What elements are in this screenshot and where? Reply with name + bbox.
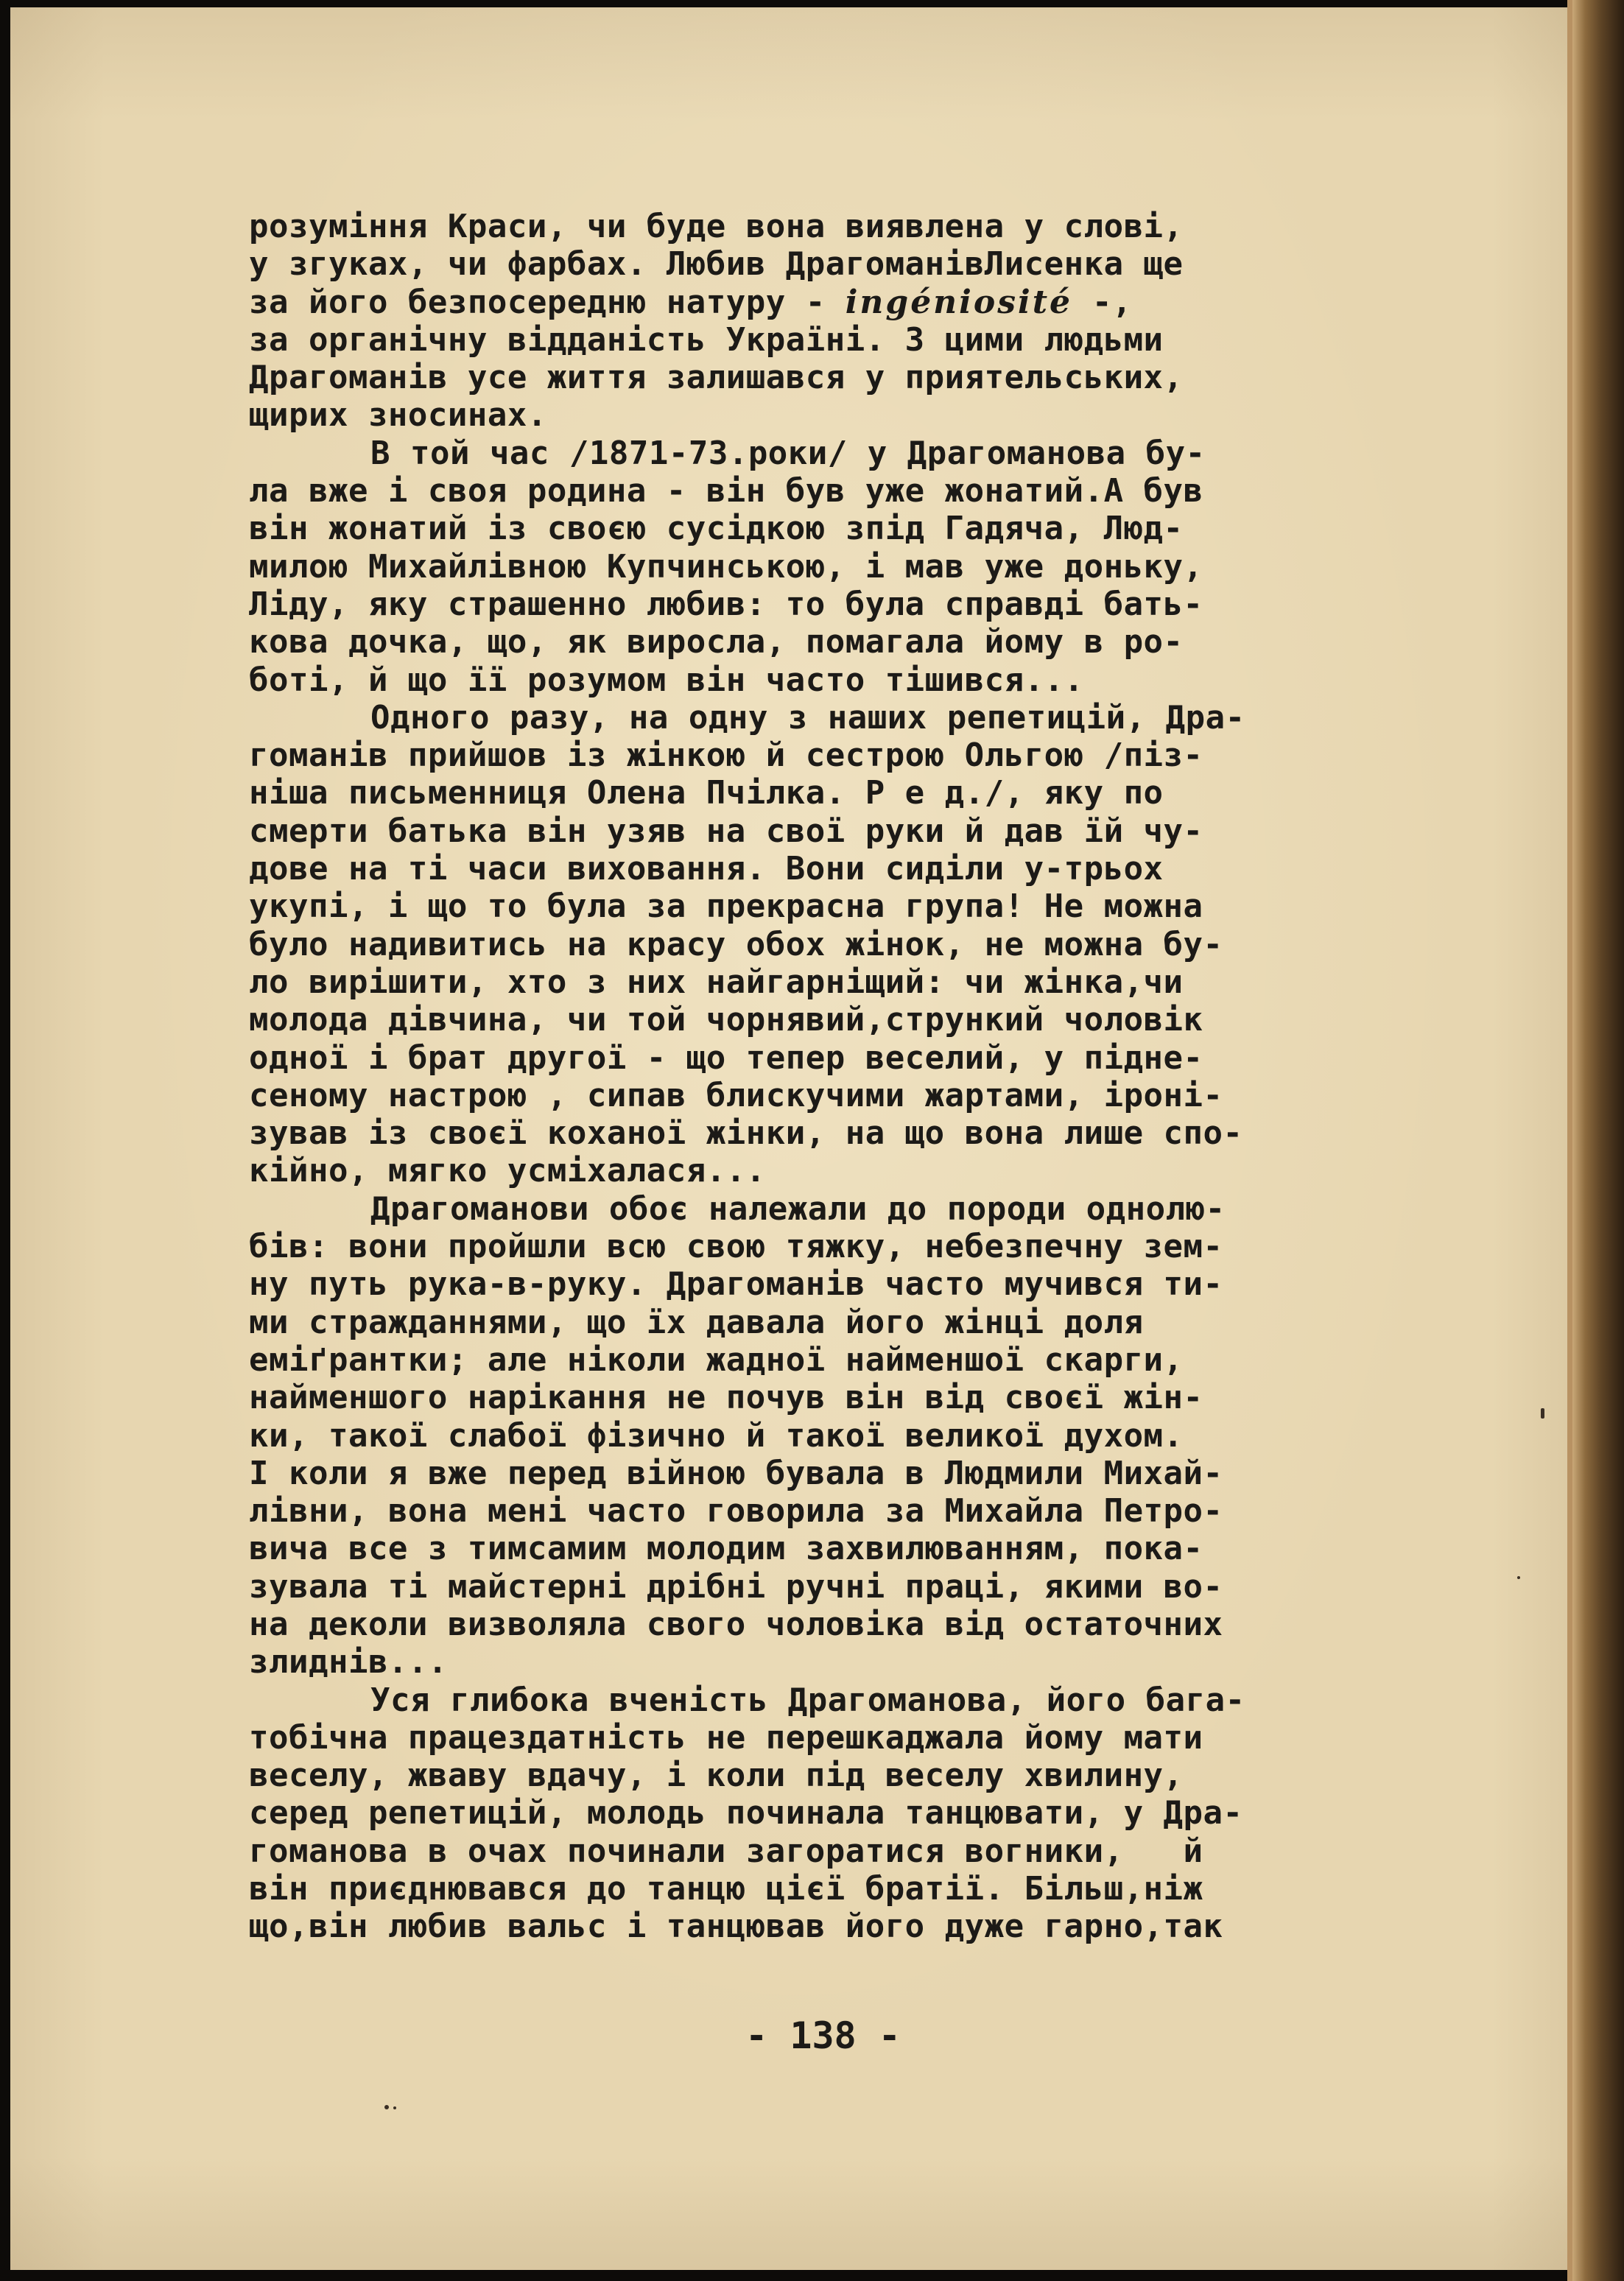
- text-line: веселу, жваву вдачу, і коли під веселу хвилину,: [249, 1757, 1184, 1795]
- text-line: тобічна працездатність не перешкаджала йому мати: [249, 1718, 1203, 1757]
- text-line: ми стражданнями, що їх давала його жінці доля: [249, 1303, 1144, 1341]
- text-fragment: за його безпосередню натуру -: [249, 283, 846, 321]
- page-number: - 138 -: [745, 2014, 901, 2057]
- text-line: у згуках, чи фарбах. Любив ДрагоманівЛисенка ще: [249, 245, 1184, 284]
- paragraph-first-line: Одного разу, на одну з наших репетицій, Дра-: [370, 698, 1245, 737]
- text-line: дове на ті часи виховання. Вони сиділи у-трьох: [249, 850, 1164, 888]
- text-line: молода дівчина, чи той чорнявий,стрункий чоловік: [249, 1001, 1203, 1039]
- text-line: сеному настрою , сипав блискучими жартами, іроні-: [249, 1076, 1223, 1114]
- paper-speck: [1517, 1576, 1520, 1579]
- text-line: розуміння Краси, чи буде вона виявлена у слові,: [249, 208, 1184, 245]
- italic-word: ingéniosité: [845, 283, 1073, 321]
- text-line-with-italic: [249, 284, 1486, 321]
- text-line: кова дочка, що, як виросла, помагала йому в ро-: [249, 623, 1184, 661]
- text-line: милою Михайлівною Купчинською, і мав уже доньку,: [249, 547, 1203, 586]
- paper-speck: [384, 2105, 389, 2109]
- text-line: кійно, мягко усміхалася...: [249, 1152, 766, 1190]
- text-line: лівни, вона мені часто говорила за Михайла Петро-: [249, 1492, 1223, 1530]
- text-line: ну путь рука-в-руку. Драгоманів часто мучився ти-: [249, 1265, 1223, 1304]
- text-line: за органічну відданість Україні. З цими людьми: [249, 320, 1164, 359]
- text-line: гоманів прийшов із жінкою й сестрою Ольгою /піз-: [249, 737, 1203, 775]
- text-line: на деколи визволяла свого чоловіка від остаточних: [249, 1605, 1223, 1643]
- text-line: ла вже і своя родина - він був уже жонатий.А був: [249, 472, 1203, 510]
- text-line: смерти батька він узяв на свої руки й дав їй чу-: [249, 812, 1203, 850]
- text-line: Ліду, яку страшенно любив: то була справді бать-: [249, 585, 1203, 623]
- text-line: щирих зносинах.: [249, 396, 547, 435]
- text-line: він жонатий із своєю сусідкою зпід Гадяча, Люд-: [249, 510, 1184, 548]
- text-line: він приєднювався до танцю цієї братії. Більш,ніж: [249, 1870, 1203, 1908]
- text-line: ки, такої слабої фізично й такої великої духом.: [249, 1416, 1184, 1455]
- text-line: І коли я вже перед війною бувала в Людмили Михай-: [249, 1454, 1223, 1492]
- book-binding: [1572, 0, 1624, 2281]
- text-line: укупі, і що то була за прекрасна група! Не можна: [249, 888, 1203, 926]
- text-line: що,він любив вальс і танцював його дуже гарно,так: [249, 1908, 1223, 1946]
- text-line: злиднів...: [249, 1643, 448, 1681]
- text-line: еміґрантки; але ніколи жадної найменшої скарги,: [249, 1340, 1184, 1379]
- body-text: [249, 208, 1486, 1946]
- paragraph-first-line: Уся глибока вченість Драгоманова, його бага-: [370, 1681, 1245, 1719]
- text-line: зувала ті майстерні дрібні ручні праці, якими во-: [249, 1567, 1223, 1606]
- text-line: було надивитись на красу обох жінок, не можна бу-: [249, 925, 1223, 963]
- text-line: одної і брат другої - що тепер веселий, у підне-: [249, 1038, 1203, 1077]
- text-line: ніша письменниця Олена Пчілка. Р е д./, яку по: [249, 774, 1164, 812]
- text-line: найменшого нарікання не почув він від своєї жін-: [249, 1379, 1203, 1417]
- text-line: серед репетицій, молодь починала танцювати, у Дра-: [249, 1794, 1243, 1832]
- text-line: ло вирішити, хто з них найгарніщий: чи жінка,чи: [249, 963, 1184, 1001]
- text-line: боті, й що її розумом він часто тішився...: [249, 661, 1084, 699]
- text-line: Драгоманів усе життя залишався у приятельських,: [249, 359, 1184, 397]
- text-line: вича все з тимсамим молодим захвилюванням, пока-: [249, 1530, 1203, 1568]
- text-fragment: -,: [1072, 283, 1133, 321]
- text-line: гоманова в очах починали загоратися вогники, й: [249, 1832, 1203, 1870]
- text-line: зував із своєї коханої жінки, на що вона лише спо-: [249, 1114, 1243, 1153]
- paragraph-first-line: Драгоманови обоє належали до породи однолю-: [370, 1189, 1226, 1228]
- paragraph-first-line: В той час /1871-73.роки/ у Драгоманова бу-: [370, 434, 1206, 472]
- text-line: бів: вони пройшли всю свою тяжку, небезпечну зем-: [249, 1228, 1223, 1266]
- paper-speck: [1541, 1408, 1544, 1419]
- paper-speck: [393, 2106, 396, 2109]
